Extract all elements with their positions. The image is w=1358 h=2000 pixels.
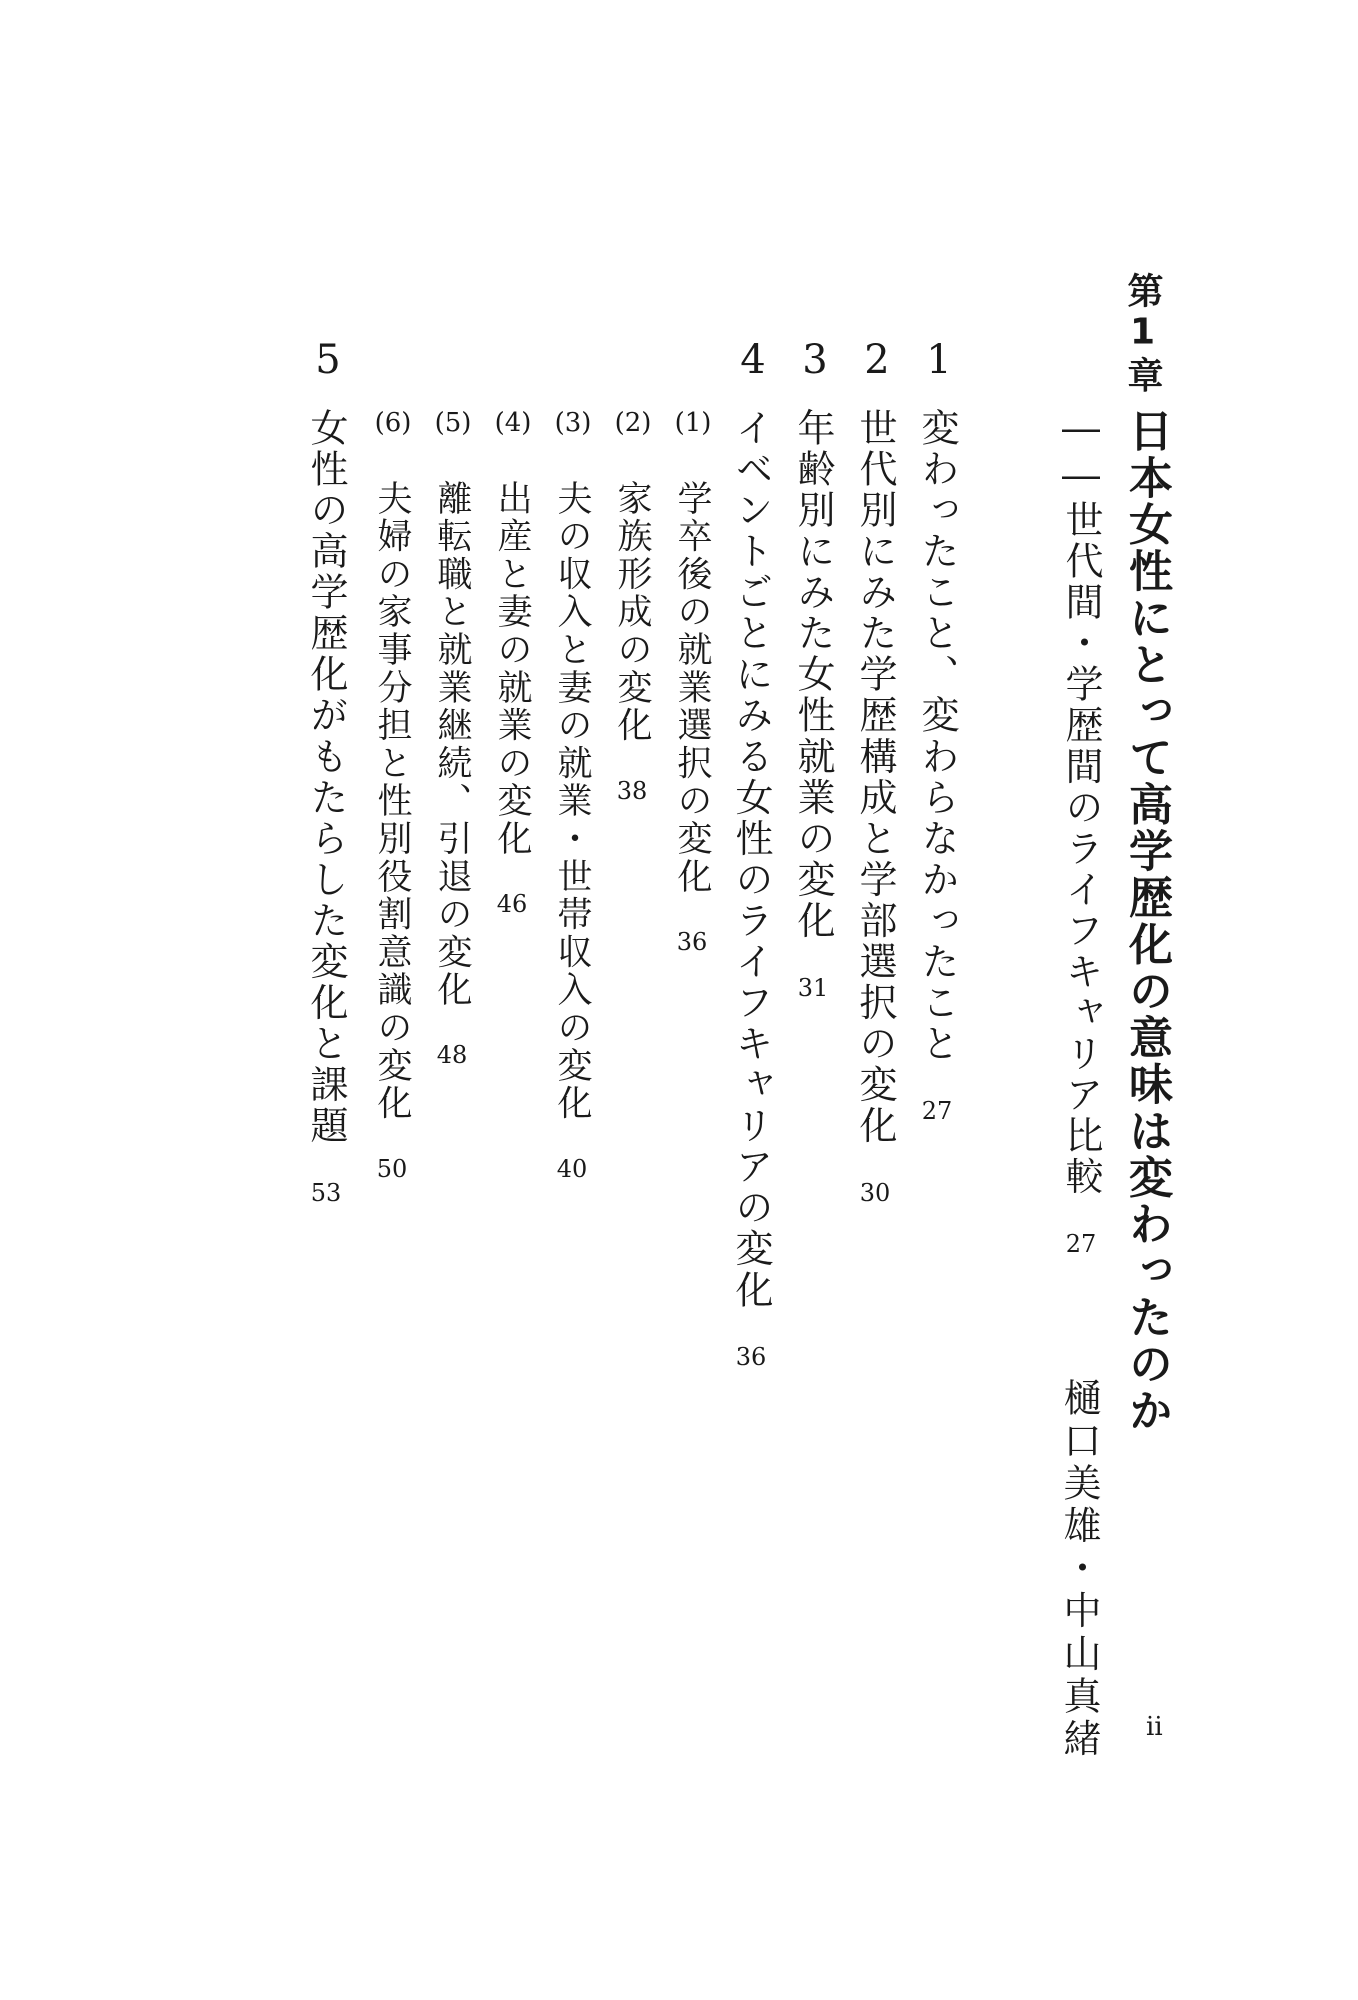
section-3-number: 3 xyxy=(802,337,828,383)
subsection-4-title: 出産と妻の就業の変化 xyxy=(492,480,532,858)
subsection-5-number: (5) xyxy=(434,408,472,438)
section-2 xyxy=(853,408,897,1207)
chapter-author: 樋口美雄・中山真緒 xyxy=(1057,1378,1101,1762)
chapter-subtitle xyxy=(1059,406,1103,1258)
section-2-number: 2 xyxy=(864,337,890,383)
subsection-6-title: 夫婦の家事分担と性別役割意識の変化 xyxy=(372,480,412,1123)
section-4-number: 4 xyxy=(740,337,766,383)
subsection-4-number: (4) xyxy=(494,408,532,438)
section-1-number: 1 xyxy=(926,337,952,383)
subsection-2 xyxy=(612,480,652,805)
subsection-6 xyxy=(372,480,412,1183)
subsection-4-page: 46 xyxy=(496,890,528,918)
section-5-page: 53 xyxy=(310,1178,342,1207)
subsection-3-page: 40 xyxy=(556,1154,588,1183)
subsection-6-page: 50 xyxy=(376,1154,408,1183)
section-1-title: 変わったこと、変わらなかったこと xyxy=(915,408,959,1065)
section-3-page: 31 xyxy=(797,973,829,1002)
subtitle-page: 27 xyxy=(1065,1229,1097,1258)
page-folio: ii xyxy=(1146,1712,1163,1742)
section-3 xyxy=(791,408,835,1002)
subsection-5-page: 48 xyxy=(436,1041,468,1070)
section-1-page: 27 xyxy=(921,1096,953,1125)
subsection-2-title: 家族形成の変化 xyxy=(612,480,652,745)
subsection-1-number: (1) xyxy=(674,408,712,438)
chapter-label: 第1章 xyxy=(1122,272,1163,396)
subsection-1-title: 学卒後の就業選択の変化 xyxy=(672,480,712,896)
section-4 xyxy=(729,408,773,1371)
subsection-5 xyxy=(432,480,472,1070)
chapter-title: 日本女性にとって高学歴化の意味は変わったのか xyxy=(1121,408,1172,1435)
subsection-3 xyxy=(552,480,592,1183)
subsection-5-title: 離転職と就業継続、引退の変化 xyxy=(432,480,472,1010)
section-5-title: 女性の高学歴化がもたらした変化と課題 xyxy=(304,408,348,1147)
section-1 xyxy=(915,408,959,1125)
section-4-page: 36 xyxy=(735,1342,767,1371)
subsection-2-number: (2) xyxy=(614,408,652,438)
section-2-title: 世代別にみた学歴構成と学部選択の変化 xyxy=(853,408,897,1147)
subsection-3-number: (3) xyxy=(554,408,592,438)
subsection-6-number: (6) xyxy=(374,408,412,438)
section-2-page: 30 xyxy=(859,1178,891,1207)
subtitle-text: ――世代間・学歴間のライフキャリア比較 xyxy=(1059,406,1103,1198)
section-3-title: 年齢別にみた女性就業の変化 xyxy=(791,408,835,942)
section-5 xyxy=(304,408,348,1207)
subsection-2-page: 38 xyxy=(616,776,648,805)
section-5-number: 5 xyxy=(315,337,341,383)
subsection-1-page: 36 xyxy=(676,927,708,956)
subsection-4 xyxy=(492,480,532,918)
subsection-3-title: 夫の収入と妻の就業・世帯収入の変化 xyxy=(552,480,592,1123)
subsection-1 xyxy=(672,480,712,956)
section-4-title: イベントごとにみる女性のライフキャリアの変化 xyxy=(729,408,773,1311)
